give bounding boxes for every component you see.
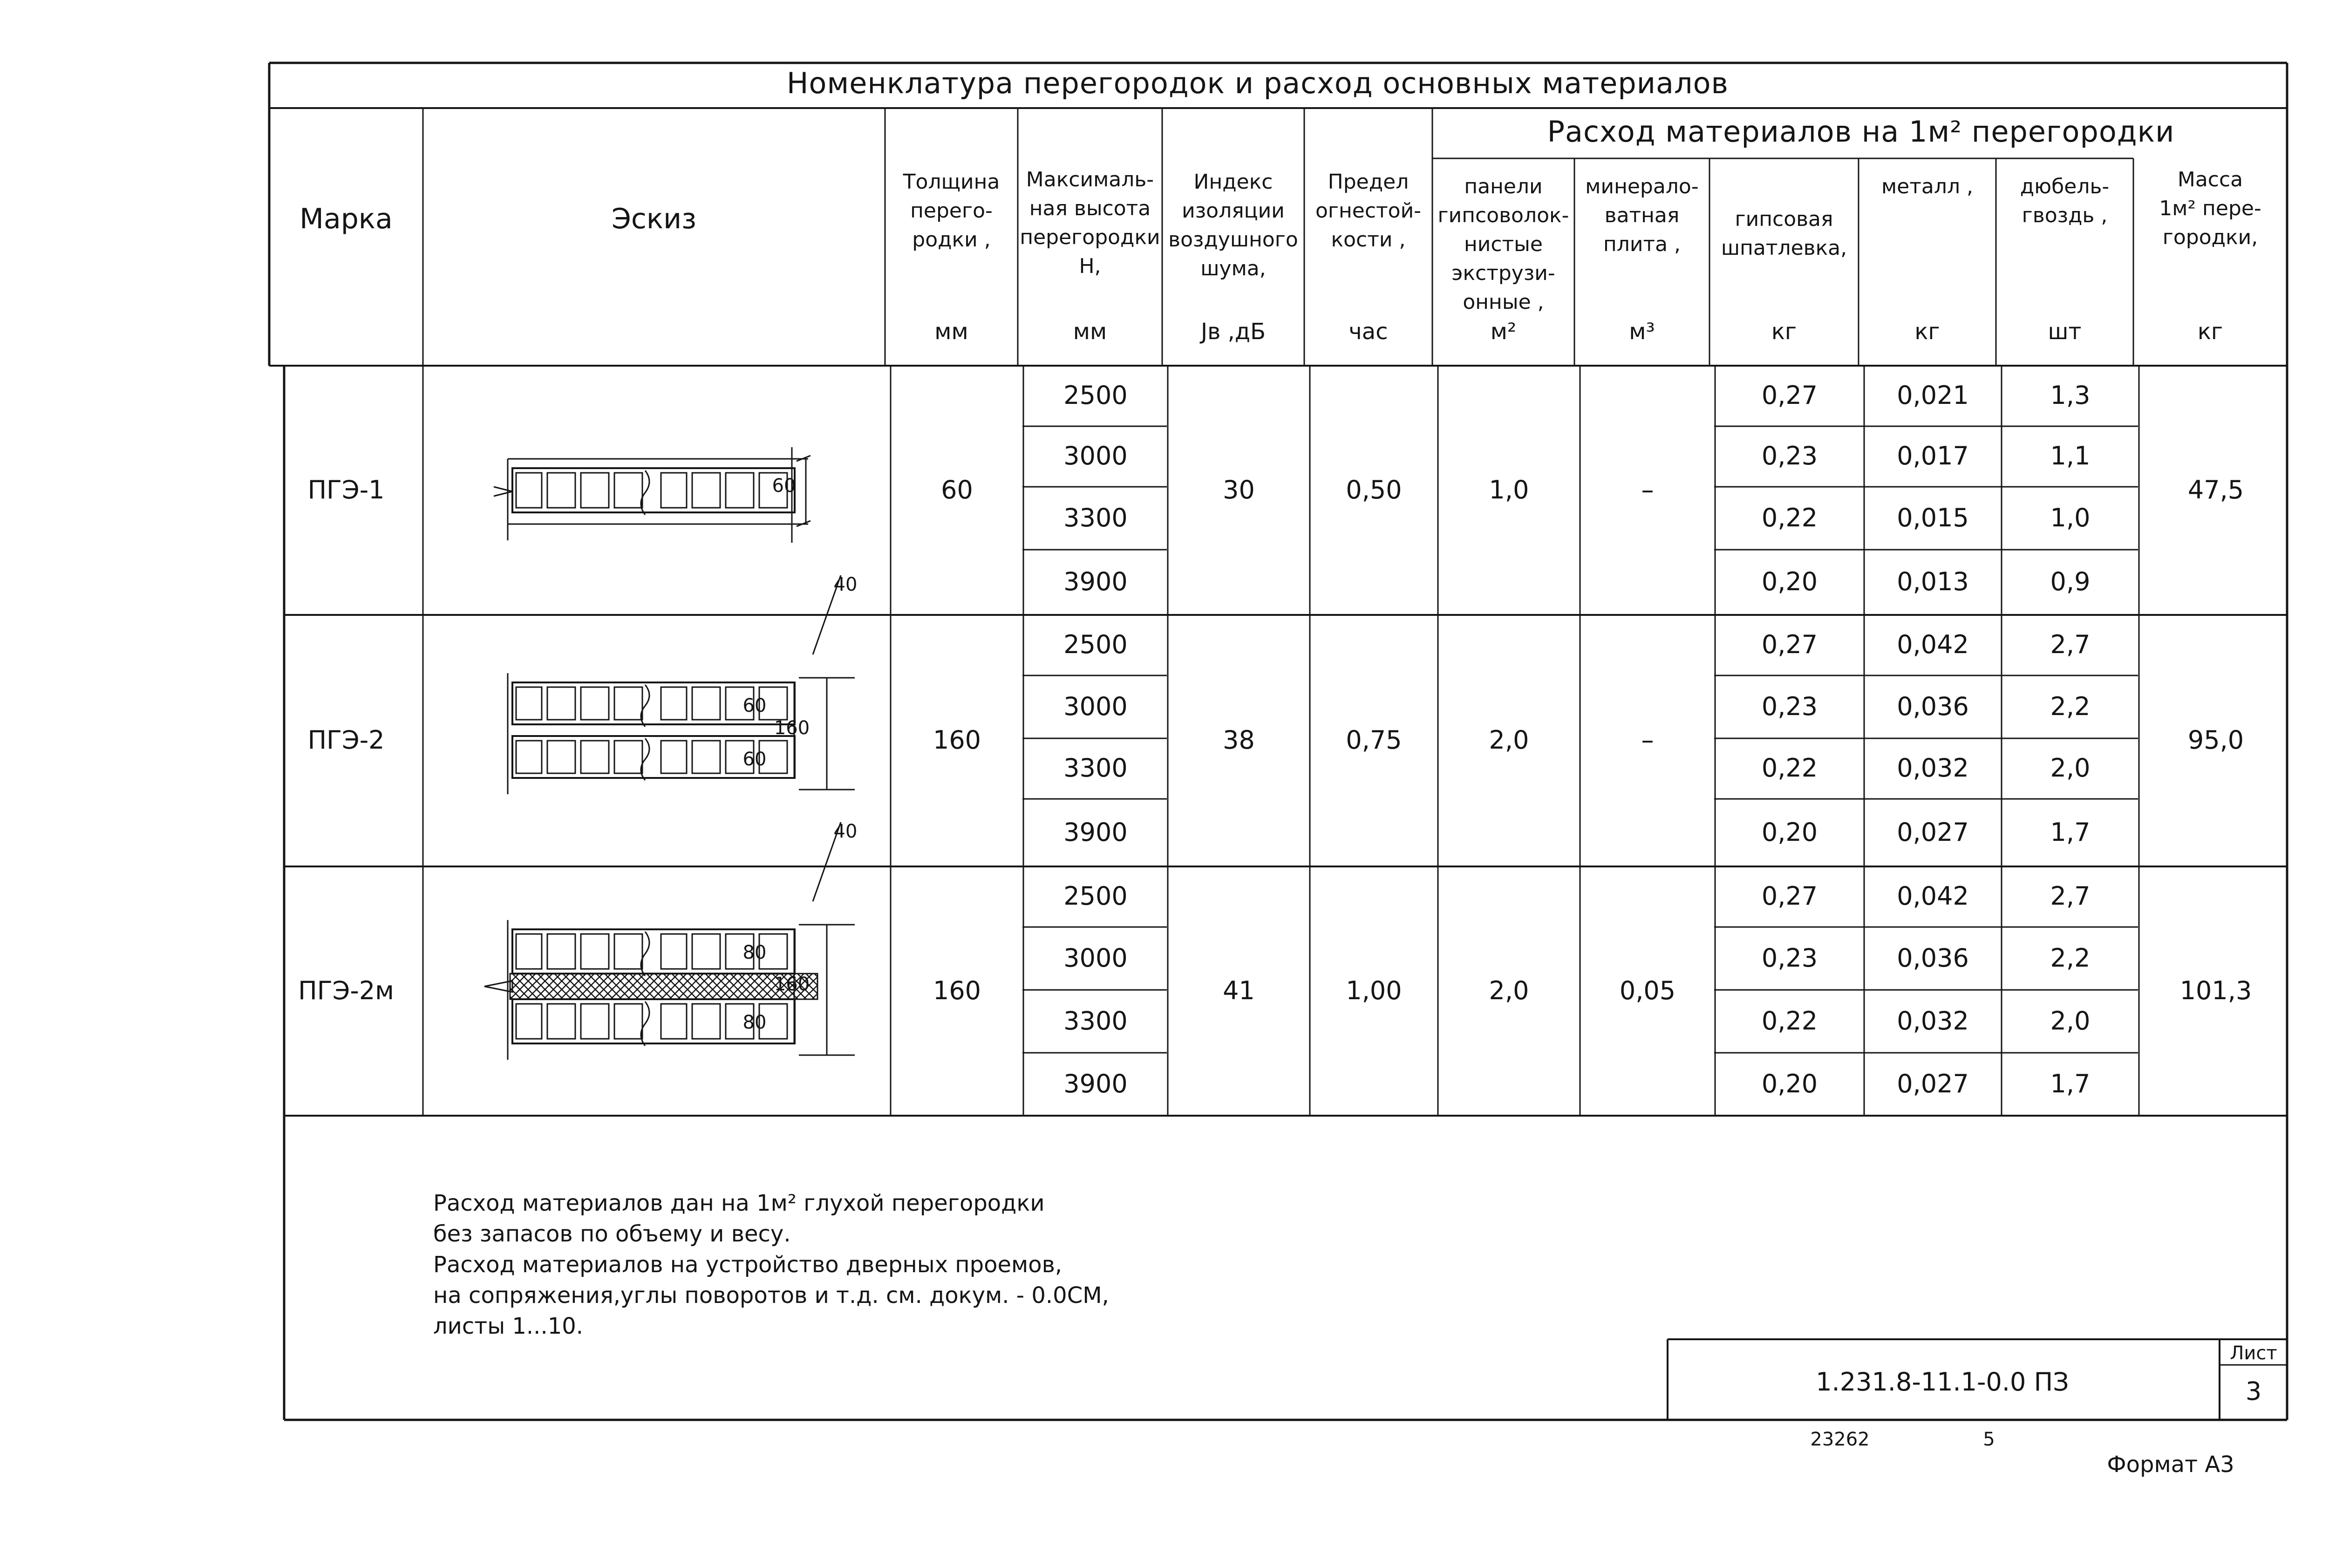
cell-marka: ПГЭ-2м (298, 975, 394, 1005)
cell-paneli: 1,0 (1489, 475, 1529, 504)
column-header-massa: Масса 1м² пере- городки, (2159, 168, 2261, 249)
cell-shpatlevka: 0,20 (1761, 817, 1818, 847)
stamp-sheet-number: 3 (2245, 1377, 2262, 1406)
column-unit-vysota: мм (1073, 319, 1107, 345)
sketch-panel-a-cell (692, 687, 720, 720)
sketch-dim-60: 60 (772, 475, 796, 497)
cell-gvozd: 1,3 (2050, 381, 2091, 410)
cell-tolshchina: 60 (941, 475, 973, 504)
column-unit-gvozd: шт (2048, 319, 2082, 345)
stamp-code: 1.231.8-11.1-0.0 ПЗ (1816, 1367, 2069, 1397)
column-header-paneli: панели гипсоволок- нистые экструзи- онные , (1437, 175, 1569, 314)
sketch-dim-upper: 60 (742, 695, 767, 716)
cell-height: 2500 (1063, 630, 1128, 659)
cell-tolshchina: 160 (933, 975, 981, 1005)
cell-metall: 0,015 (1897, 503, 1969, 532)
cell-shpatlevka: 0,23 (1761, 441, 1818, 470)
column-unit-plita: м³ (1629, 319, 1655, 345)
sketch-panel-b-cell (614, 741, 642, 773)
cell-shpatlevka: 0,27 (1761, 881, 1818, 911)
cell-metall: 0,027 (1897, 817, 1969, 847)
cell-height: 3300 (1063, 503, 1128, 532)
cell-paneli: 2,0 (1489, 975, 1529, 1005)
cell-tolshchina: 160 (933, 725, 981, 755)
sketch-panel-a-cell (692, 934, 720, 969)
cell-height: 3900 (1063, 817, 1128, 847)
footer-format: Формат А3 (2107, 1452, 2234, 1478)
sketch-panel-b-cell (547, 1004, 575, 1039)
cell-metall: 0,042 (1897, 630, 1969, 659)
cell-shpatlevka: 0,22 (1761, 1006, 1818, 1036)
cell-gvozd: 1,7 (2050, 1069, 2091, 1098)
cell-massa: 47,5 (2187, 475, 2244, 504)
cell-predel: 0,75 (1346, 725, 1402, 755)
cell-marka: ПГЭ-1 (307, 475, 385, 504)
sketch-dim-lower: 80 (742, 1012, 767, 1033)
cell-massa: 101,3 (2179, 975, 2252, 1005)
sketch-panel-a-cell (614, 934, 642, 969)
cell-metall: 0,017 (1897, 441, 1969, 470)
sketch-dim-total: 160 (774, 717, 810, 739)
sketch-panel-b-cell (581, 1004, 609, 1039)
cell-gvozd: 1,0 (2050, 503, 2091, 532)
column-unit-paneli: м² (1490, 319, 1517, 345)
sketch-panel-b-cell (661, 741, 687, 773)
footer-inventory: 23262 (1810, 1429, 1870, 1450)
cell-indeks: 41 (1223, 975, 1255, 1005)
insulation-layer (510, 974, 817, 999)
cell-gvozd: 1,1 (2050, 441, 2091, 470)
cell-shpatlevka: 0,22 (1761, 753, 1818, 783)
cell-height: 3300 (1063, 753, 1128, 783)
sketch-dim-40: 40 (833, 821, 858, 842)
column-header-indeks: Индекс изоляции воздушного шума, (1168, 170, 1298, 280)
column-header-metall: металл , (1881, 175, 1974, 198)
cell-height: 3000 (1063, 691, 1128, 721)
sketch-panel-b-cell (547, 741, 575, 773)
cell-shpatlevka: 0,27 (1761, 381, 1818, 410)
cell-shpatlevka: 0,23 (1761, 943, 1818, 973)
sketch-panel-b-cell (614, 1004, 642, 1039)
cell-gvozd: 2,0 (2050, 753, 2091, 783)
column-header-shpatlevka: гипсовая шпатлевка, (1721, 207, 1847, 260)
column-header-predel: Предел огнестой- кости , (1315, 170, 1422, 252)
stamp-sheet-label: Лист (2230, 1343, 2277, 1364)
column-unit-predel: час (1348, 319, 1388, 345)
cell-metall: 0,032 (1897, 1006, 1969, 1036)
table-title: Номенклатура перегородок и расход основных материалов (786, 66, 1729, 100)
cell-metall: 0,042 (1897, 881, 1969, 911)
cell-height: 3000 (1063, 943, 1128, 973)
column-header-vysota: Максималь- ная высота перегородки Н, (1020, 168, 1160, 278)
cell-shpatlevka: 0,27 (1761, 630, 1818, 659)
sketch-panel-a-cell (516, 934, 542, 969)
cell-gvozd: 2,2 (2050, 691, 2091, 721)
cell-indeks: 38 (1223, 725, 1255, 755)
sketch-panel-cell (516, 473, 542, 508)
cell-height: 2500 (1063, 881, 1128, 911)
material-group-title: Расход материалов на 1м² перегородки (1547, 115, 2175, 149)
cell-shpatlevka: 0,23 (1761, 691, 1818, 721)
cell-gvozd: 2,2 (2050, 943, 2091, 973)
sketch-panel-panel (512, 468, 795, 512)
cell-shpatlevka: 0,20 (1761, 1069, 1818, 1098)
notes-text: Расход материалов дан на 1м² глухой перегородки без запасов по объему и весу. Расход материалов на устройство дверных проемов, на сопряжения,углы поворотов и т.д. см. докум. - 0.0СМ, листы 1...10. (433, 1190, 1109, 1339)
cell-height: 3900 (1063, 1069, 1128, 1098)
column-unit-metall: кг (1914, 319, 1940, 345)
cell-gvozd: 2,7 (2050, 881, 2091, 911)
cell-gvozd: 2,0 (2050, 1006, 2091, 1036)
sketch-panel-a-cell (547, 687, 575, 720)
column-header-eskiz: Эскиз (611, 203, 697, 235)
column-unit-indeks: Jв ,дБ (1200, 319, 1266, 345)
sketch-dim-40: 40 (833, 574, 858, 595)
sketch-panel-b-cell (516, 1004, 542, 1039)
sketch-dim-lower: 60 (742, 749, 767, 770)
cell-plita: 0,05 (1619, 975, 1676, 1005)
cell-massa: 95,0 (2187, 725, 2244, 755)
cell-paneli: 2,0 (1489, 725, 1529, 755)
sketch-panel-b-cell (581, 741, 609, 773)
column-header-gvozd: дюбель- гвоздь , (2020, 175, 2110, 227)
sketch-break (494, 487, 512, 496)
sketch-panel-cell (614, 473, 642, 508)
cell-height: 2500 (1063, 381, 1128, 410)
cell-height: 3900 (1063, 567, 1128, 596)
cell-gvozd: 0,9 (2050, 567, 2091, 596)
cell-metall: 0,032 (1897, 753, 1969, 783)
sketch-panel-cell (692, 473, 720, 508)
sketch-dim-upper: 80 (742, 942, 767, 963)
sketch-panel-a-cell (581, 687, 609, 720)
sketch-panel-b-cell (661, 1004, 687, 1039)
cell-indeks: 30 (1223, 475, 1255, 504)
sketch-panel-b-cell (692, 741, 720, 773)
sketch-panel-b-cell (692, 1004, 720, 1039)
cell-predel: 0,50 (1346, 475, 1402, 504)
sketch-dim-total: 160 (774, 973, 810, 995)
column-header-tolshchina: Толщина перего- родки , (903, 170, 1000, 252)
cell-predel: 1,00 (1346, 975, 1402, 1005)
cell-height: 3000 (1063, 441, 1128, 470)
sketch-panel-b-cell (516, 741, 542, 773)
sketch-panel-a-cell (516, 687, 542, 720)
column-unit-tolshchina: мм (934, 319, 968, 345)
cell-gvozd: 1,7 (2050, 817, 2091, 847)
footer-copy: 5 (1983, 1429, 1995, 1450)
cell-gvozd: 2,7 (2050, 630, 2091, 659)
dim-tick (797, 456, 810, 526)
sketch-panel-cell (726, 473, 754, 508)
cell-height: 3300 (1063, 1006, 1128, 1036)
sketch-panel-a-cell (547, 934, 575, 969)
cell-shpatlevka: 0,22 (1761, 503, 1818, 532)
sketch-panel-cell (547, 473, 575, 508)
cell-plita: – (1641, 475, 1654, 504)
sketch-panel-cell (661, 473, 687, 508)
cell-marka: ПГЭ-2 (307, 725, 385, 755)
sketch-panel-a-cell (661, 687, 687, 720)
sketch-panel-a-cell (614, 687, 642, 720)
cell-metall: 0,027 (1897, 1069, 1969, 1098)
sketch-panel-a-cell (581, 934, 609, 969)
cell-plita: – (1641, 725, 1654, 755)
column-header-plita: минерало- ватная плита , (1585, 175, 1699, 256)
cell-metall: 0,021 (1897, 381, 1969, 410)
sketch-panel-a-cell (661, 934, 687, 969)
column-unit-massa: кг (2197, 319, 2223, 345)
cell-metall: 0,036 (1897, 691, 1969, 721)
cell-shpatlevka: 0,20 (1761, 567, 1818, 596)
sketch-panel-cell (581, 473, 609, 508)
cell-metall: 0,036 (1897, 943, 1969, 973)
column-unit-shpatlevka: кг (1771, 319, 1797, 345)
column-header-marka: Марка (300, 203, 393, 235)
cell-metall: 0,013 (1897, 567, 1969, 596)
